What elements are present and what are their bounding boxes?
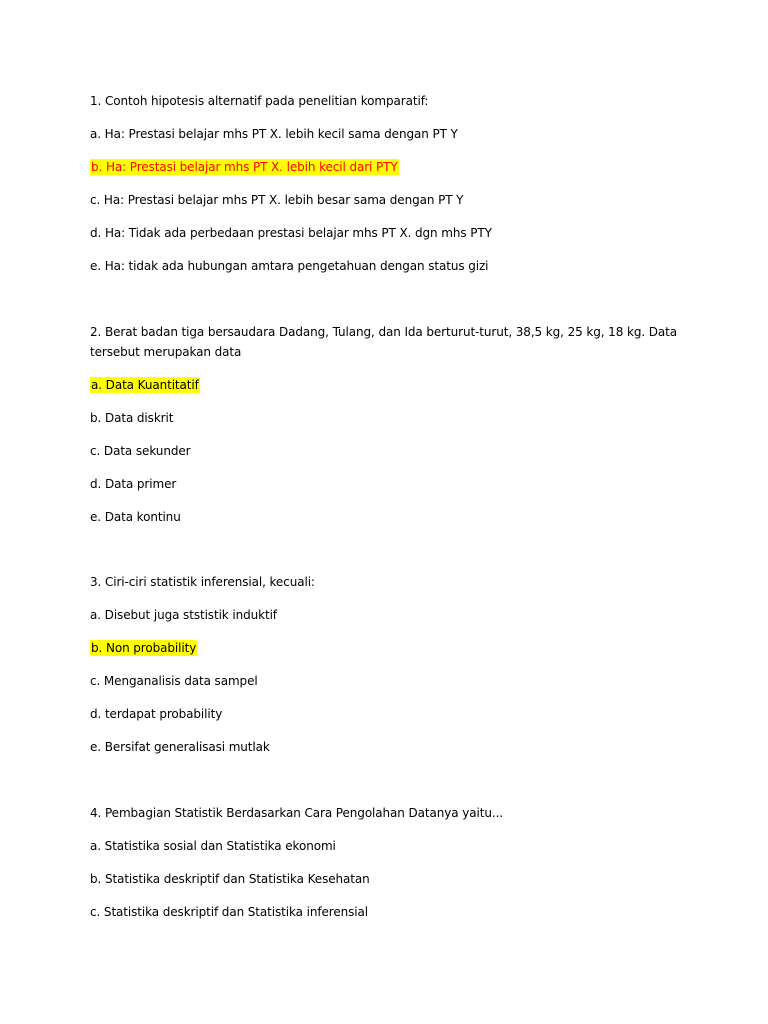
question-2-prompt-line1: 2. Berat badan tiga bersaudara Dadang, Tulang, dan Ida berturut-turut, 38,5 kg, 25 kg, 18 kg. Data bbox=[90, 325, 678, 339]
question-4-prompt: 4. Pembagian Statistik Berdasarkan Cara Pengolahan Datanya yaitu... bbox=[90, 806, 503, 820]
question-1-prompt: 1. Contoh hipotesis alternatif pada penelitian komparatif: bbox=[90, 94, 429, 108]
question-4-option-a: a. Statistika sosial dan Statistika ekonomi bbox=[90, 839, 336, 853]
question-3-option-c: c. Menganalisis data sampel bbox=[90, 674, 258, 688]
question-3-option-e: e. Bersifat generalisasi mutlak bbox=[90, 740, 270, 754]
question-4-option-c: c. Statistika deskriptif dan Statistika inferensial bbox=[90, 905, 368, 919]
question-1-option-b bbox=[90, 160, 399, 175]
question-3-option-d: d. terdapat probability bbox=[90, 707, 223, 721]
question-2-option-d: d. Data primer bbox=[90, 477, 177, 491]
question-2-option-b: b. Data diskrit bbox=[90, 411, 174, 425]
highlighted-answer: b. Non probability bbox=[91, 641, 197, 655]
question-3-option-a: a. Disebut juga ststistik induktif bbox=[90, 608, 277, 622]
question-1-option-c: c. Ha: Prestasi belajar mhs PT X. lebih besar sama dengan PT Y bbox=[90, 193, 464, 207]
question-2-prompt-line2: tersebut merupakan data bbox=[90, 345, 242, 359]
question-1-option-e: e. Ha: tidak ada hubungan amtara pengetahuan dengan status gizi bbox=[90, 259, 489, 273]
question-2-option-c: c. Data sekunder bbox=[90, 444, 191, 458]
question-3-option-b bbox=[90, 641, 197, 656]
question-1-option-d: d. Ha: Tidak ada perbedaan prestasi belajar mhs PT X. dgn mhs PTY bbox=[90, 226, 492, 240]
question-2-option-a bbox=[90, 378, 200, 393]
question-3-prompt: 3. Ciri-ciri statistik inferensial, kecuali: bbox=[90, 575, 315, 589]
highlighted-answer: b. Ha: Prestasi belajar mhs PT X. lebih kecil dari PTY bbox=[91, 160, 398, 174]
question-4-option-b: b. Statistika deskriptif dan Statistika Kesehatan bbox=[90, 872, 370, 886]
question-1-option-a: a. Ha: Prestasi belajar mhs PT X. lebih kecil sama dengan PT Y bbox=[90, 127, 458, 141]
highlighted-answer: a. Data Kuantitatif bbox=[91, 378, 199, 392]
question-2-option-e: e. Data kontinu bbox=[90, 510, 181, 524]
